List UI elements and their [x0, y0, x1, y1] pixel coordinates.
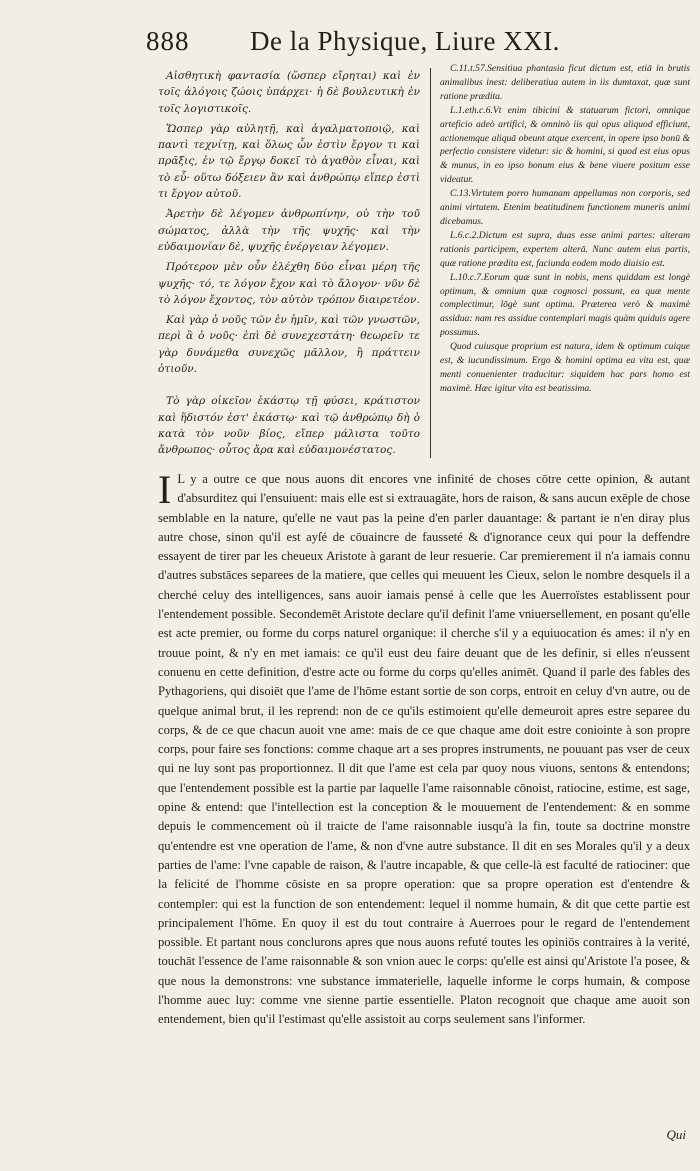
column-divider: [430, 68, 431, 458]
latin-paragraph: C.13.Virtutem porro humanam appellamus non corporis, sed animi virtutem. Etenim beatitudinem functionem muneris animi dicebamus.: [440, 188, 690, 227]
greek-paragraph: Πρότερον μὲν οὖν ἐλέχθη δύο εἶναι μέρη τῆς ψυχῆς· τό, τε λόγον ἔχον καὶ τὸ ἄλογον· νῦν δὲ τὸ λόγον ἔχοντος, τὸν αὐτὸν τρόπον διαιρετέον.: [158, 261, 420, 306]
greek-paragraph: Ὥσπερ γὰρ αὐλητῇ, καὶ ἀγαλματοποιῷ, καὶ παντὶ τεχνίτῃ, καὶ ὅλως ὧν ἐστὶν ἔργον τι καὶ πρᾶξις, ἐν τῷ ἔργῳ δοκεῖ τὸ ἀγαθὸν εἶναι, καὶ τὸ εὖ· οὕτω δόξειεν ἂν καὶ ἀνθρώπῳ εἴπερ ἐστὶ τι ἔργον αὐτοῦ.: [158, 122, 420, 201]
latin-paragraph: L.1.eth.c.6.Vt enim tibicini & statuarum fictori, omnique arteficio adeò artifici, & omninò iis qui opus aliquod efficiunt, actionemque aliquā obeunt atque exercent, in opere ipso bonū & perfectio consistere videtur: sic & homini, si quod est eius opus & munus, in eo ipso bonum eius & bene viuere positum esse videatur.: [440, 104, 690, 186]
greek-paragraph: Τὸ γὰρ οἰκεῖον ἑκάστῳ τῇ φύσει, κράτιστον καὶ ἥδιστόν ἐστ' ἑκάστῳ· καὶ τῷ ἀνθρώπῳ δὴ ὁ κατὰ τὸν νοῦν βίος, εἴπερ μάλιστα τοῦτο ἄνθρωπος· οὗτος ἄρα καὶ εὐδαιμονέστατος.: [158, 395, 420, 457]
latin-translation-column: [440, 62, 690, 396]
greek-quotation-column: [158, 68, 420, 463]
latin-paragraph: Quod cuiusque proprium est natura, idem & optimum cuique est, & iucundissimum. Ergo & homini optima ea vita est, quæ menti conuenienter traducitur: siquidem hac pars homo est maximè. Hæc igitur vita est beatissima.: [440, 341, 690, 394]
drop-cap: I: [158, 470, 172, 512]
greek-paragraph: Ἀρετὴν δὲ λέγομεν ἀνθρωπίνην, οὐ τὴν τοῦ σώματος, ἀλλὰ τὴν τῆς ψυχῆς· καὶ τὴν εὐδαιμονίαν δὲ, ψυχῆς ἐνέργειαν λέγομεν.: [158, 208, 420, 253]
body-paragraph: L y a outre ce que nous auons dit encores vne infinité de choses cōtre cette opinion, & autant d'absurditez qui l'ensuiuent: mais elle est si extrauagāte, hors de raison, & sans aucun exēple de chose semblable en la nature, qu'elle ne vaut pas la peine d'en parler dauantage: & partant ie n'en diray plus autre chose, sinon qu'il est ayſé de cōuaincre de fausseté & d'ignorance ceux qui pour la deffendre essayent de tirer par les cheueux Aristote à garant de leur resuerie. Car premierement il n'a iamais connu d'autres substāces separees de la matiere, que celles qui meuuent les Cieux, selon le nombre desquels il a cherché celuy des intelligences, sans auoir iamais pensé à celle que les Auerroïstes establissent pour l'entendement possible. Secondemēt Aristote declare qu'il definit l'ame vniuersellement, en posant qu'elle est acte premier, ou forme du corps naturel organique: il cherche s'il y a equiuocation és ames: il n'y en trouue point, & n'y en met iamais: ce qu'il eust deu faire deuant que de les definir, si elles n'eussent conuenu en cette definition, d'estre acte ou forme du corps qu'elles animēt. Quand il parle des fables des Pythagoriens, qui disoiēt que l'ame de l'hōme estant sortie de son corps, entroit en celuy d'vn autre, ou de quelque animal brut, il les reprend: non de ce qu'ils estimoient qu'elle demeuroit apres estre separee du corps, & de ce que chacun auoit vne ame: mais de ce que chaque ame doit estre coniointe à son propre corps, pour faire ses fonctions: comme chaque art a ses propres instruments, ne pouuant pas vser de ceux qui ne luy sont pas proportionnez. Il dit que l'ame est cela par quoy nous viuons, sentons & entendons; que l'entendement possible est la partie par laquelle l'ame raisonnable cōnoist, ratiocine, estime, est sage, opine & entend: que l'intellection est la conception & le mouuement de l'entendement: & en somme depuis le commencement où il traicte de l'ame raisonnable iusqu'à la fin, toute sa doctrine monstre qu'entendre est vne operation de l'ame, & non d'vne autre substance. Il dit en ses Morales qu'il y a deux parties de l'ame: l'vne capable de raison, & l'autre incapable, & que celle-là est faculté de ratiociner: que la felicité de l'homme cōsiste en sa propre operation: que sa propre operation est d'entendre & contempler: qui est la function de son entendement: lequel il nomme humain, & dit que cette partie est principalement l'hōme. En quoy il est du tout contraire à Auerroes pour le regard de l'entendement possible. Et partant nous conclurons apres que nous auons refuté toutes les opiniōs contraires à la verité, touchāt l'essence de l'ame raisonnable & son vnion auec le corps: qu'elle est ainsi qu'Aristote l'a posee, & que nous la demonstrons: vne substance immaterielle, laquelle informe le corps humain, & compose l'homme auec luy: comme vne sienne partie essentielle. Platon recognoit que chaque ame auoit son entendement, bien qu'il l'estimast qu'elle assistoit au corps seulement sans l'informer.: [158, 472, 690, 1027]
latin-paragraph: C.11.t.57.Sensitiua phantasia ficut dictum est, etiā in brutis animalibus inest: deliberatiua autem in iis dumtaxat, quæ sunt ratione prædita.: [440, 63, 690, 102]
page-header: [140, 22, 660, 66]
catchword: Qui: [666, 1127, 686, 1142]
latin-paragraph: L.6.c.2.Dictum est supra, duas esse animi partes: alteram rationis participem, expertem alterā. Nunc autem eius partis, quæ ratione prædita est, faciunda eodem modo diuisio est.: [440, 229, 690, 269]
running-title: De la Physique, Liure XXI.: [250, 26, 560, 56]
page-number: 888: [146, 26, 190, 56]
greek-paragraph: Αἰσθητικὴ φαντασία (ὥσπερ εἴρηται) καὶ ἐν τοῖς ἀλόγοις ζώοις ὑπάρχει· ἡ δὲ βουλευτικὴ ἐν τοῖς λογιστικοῖς.: [158, 70, 420, 115]
greek-paragraph: Καὶ γὰρ ὁ νοῦς τῶν ἐν ἡμῖν, καὶ τῶν γνωστῶν, περὶ ἃ ὁ νοῦς· ἐπὶ δὲ συνεχεστάτη· θεωρεῖν τε γὰρ δυνάμεθα συνεχῶς μᾶλλον, ἢ πράττειν ὁτιοῦν.: [158, 314, 420, 376]
latin-paragraph: L.10.c.7.Eorum quæ sunt in nobis, mens quiddam est longè optimum, & omnium quæ cognosci possunt, ea quæ mente complectimur, lōgè sunt optima. Præterea verò & maximè assidua: nam res assidue contemplari magis quàm quiduis agere possumus.: [440, 271, 690, 339]
main-french-text: [158, 470, 690, 1125]
